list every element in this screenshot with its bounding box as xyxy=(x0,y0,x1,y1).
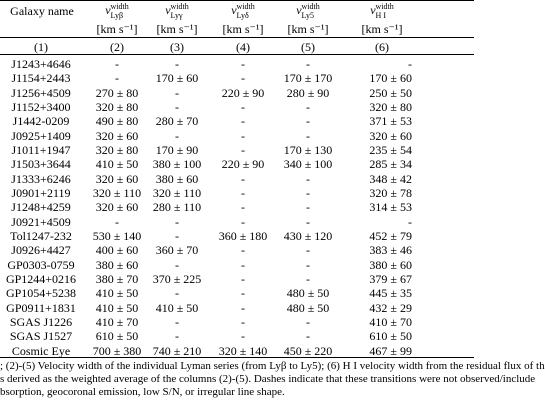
top-rule xyxy=(0,0,474,1)
galaxy-name: J0921+4509 xyxy=(11,214,71,229)
table-cell: 445 ± 35 xyxy=(369,286,412,301)
table-cell: - xyxy=(306,186,310,200)
header-symbol xyxy=(105,2,129,20)
table-cell: - xyxy=(306,200,310,215)
table-cell: - xyxy=(175,286,179,301)
symbol-v: v xyxy=(165,2,171,17)
table-cell: - xyxy=(175,314,179,329)
symbol-scripts xyxy=(171,2,189,20)
column-number: (3) xyxy=(170,40,184,54)
symbol-scripts xyxy=(111,2,129,20)
table-cell: 430 ± 120 xyxy=(283,229,333,243)
table-cell: 220 ± 90 xyxy=(221,85,265,100)
table-cell: 400 ± 60 xyxy=(95,243,139,258)
galaxy-name: J1243+4646 xyxy=(11,57,71,71)
table-cell: - xyxy=(408,57,412,71)
table-cell: - xyxy=(175,257,179,272)
symbol-superscript: width xyxy=(110,2,129,11)
table-cell: - xyxy=(241,186,245,200)
table-cell: 320 ± 60 xyxy=(95,200,139,215)
note-line: s derived as the weighted average of the columns (2)-(5). Dashes indicate that these transitions were not observed/include xyxy=(0,373,536,385)
table-cell: - xyxy=(241,314,245,329)
table-cell: 320 ± 60 xyxy=(95,128,139,143)
table-cell: 320 ± 140 xyxy=(218,343,268,358)
header-symbol xyxy=(296,2,320,20)
table-cell: 360 ± 70 xyxy=(155,243,199,258)
table-cell: 467 ± 99 xyxy=(369,343,412,358)
header-rule xyxy=(0,37,474,38)
table-cell: 410 ± 50 xyxy=(95,300,139,315)
table-cell: - xyxy=(241,200,245,215)
table-cell: 280 ± 110 xyxy=(152,200,202,215)
symbol-subscript: Lyδ xyxy=(236,11,249,20)
galaxy-name: J0925+1409 xyxy=(11,128,71,143)
table-cell: - xyxy=(241,257,245,272)
table-cell: - xyxy=(241,128,245,143)
table-cell: - xyxy=(241,100,245,114)
galaxy-name: J1256+4509 xyxy=(11,85,71,100)
header-symbol xyxy=(231,2,255,20)
table-cell: 610 ± 50 xyxy=(369,329,412,344)
table-cell: 410 ± 50 xyxy=(95,157,139,172)
table-cell: 379 ± 67 xyxy=(369,271,412,286)
table-cell: 314 ± 53 xyxy=(369,200,412,215)
header-symbol xyxy=(165,2,189,20)
symbol-subscript: Lyγ xyxy=(170,11,183,20)
header-unit: [km s⁻¹] xyxy=(156,22,198,36)
table-cell: 250 ± 50 xyxy=(369,85,412,100)
table-cell: 360 ± 180 xyxy=(218,229,268,243)
table-cell: - xyxy=(241,286,245,301)
symbol-scripts xyxy=(237,2,255,20)
table-cell: - xyxy=(306,314,310,329)
column-number: (6) xyxy=(375,40,389,54)
table-cell: 170 ± 90 xyxy=(155,143,199,157)
table-cell: 320 ± 110 xyxy=(152,186,202,200)
table-cell: - xyxy=(175,329,179,344)
table-cell: - xyxy=(115,214,119,229)
galaxy-name: J1154+2443 xyxy=(11,71,71,86)
table-cell: - xyxy=(408,214,412,229)
table-cell: - xyxy=(306,243,310,258)
table-cell: 320 ± 110 xyxy=(92,186,142,200)
table-cell: - xyxy=(175,57,179,71)
table-cell: - xyxy=(306,100,310,114)
galaxy-name: J1442-0209 xyxy=(12,114,70,129)
table-cell: 280 ± 70 xyxy=(155,114,199,129)
galaxy-name: GP1244+0216 xyxy=(5,271,77,286)
table-cell: - xyxy=(306,271,310,286)
galaxy-name: Cosmic Eye xyxy=(11,343,71,358)
table-cell: - xyxy=(241,143,245,157)
header-velocity-col xyxy=(268,2,348,35)
table-cell: - xyxy=(241,329,245,344)
table-cell: - xyxy=(306,214,310,229)
table-cell: - xyxy=(241,57,245,71)
symbol-subscript: Ly5 xyxy=(301,11,314,20)
table-cell: - xyxy=(241,214,245,229)
column-number: (4) xyxy=(236,40,250,54)
symbol-superscript: width xyxy=(236,2,255,11)
note-line: bsorption, geocoronal emission, low S/N, or irregular line shape. xyxy=(0,386,285,398)
table-cell: - xyxy=(175,100,179,114)
table-cell: 380 ± 60 xyxy=(95,257,139,272)
galaxy-name: J1248+4259 xyxy=(11,200,71,215)
table-cell: - xyxy=(306,114,310,129)
table-cell: 380 ± 60 xyxy=(369,257,412,272)
header-galaxy-name: Galaxy name xyxy=(10,4,74,18)
table-cell: 410 ± 70 xyxy=(95,314,139,329)
symbol-v: v xyxy=(296,2,302,17)
table-cell: 170 ± 170 xyxy=(283,71,333,86)
symbol-v: v xyxy=(370,2,376,17)
table-cell: - xyxy=(241,243,245,258)
galaxy-name: SGAS J1226 xyxy=(9,314,73,329)
table-cell: 170 ± 60 xyxy=(155,71,199,86)
table-cell: - xyxy=(175,214,179,229)
galaxy-name: J1333+6246 xyxy=(11,171,71,186)
table-cell: 220 ± 90 xyxy=(221,157,265,172)
galaxy-name: GP0303-0759 xyxy=(7,257,75,272)
galaxy-name: J1503+3644 xyxy=(11,157,71,172)
table-cell: - xyxy=(175,128,179,143)
table-cell: 320 ± 60 xyxy=(95,171,139,186)
column-number: (5) xyxy=(301,40,315,54)
table-cell: - xyxy=(175,229,179,243)
table-cell: 610 ± 50 xyxy=(95,329,139,344)
table-cell: 320 ± 78 xyxy=(369,186,412,200)
table-cell: - xyxy=(241,114,245,129)
table-cell: 480 ± 50 xyxy=(286,286,330,301)
table-cell: 383 ± 46 xyxy=(369,243,412,258)
table-cell: - xyxy=(306,57,310,71)
table-cell: 340 ± 100 xyxy=(283,157,333,172)
table-cell: 320 ± 60 xyxy=(369,128,412,143)
table-cell: 348 ± 42 xyxy=(369,171,412,186)
table-cell: - xyxy=(241,300,245,315)
header-velocity-col xyxy=(342,2,422,35)
symbol-scripts xyxy=(376,2,394,20)
table-cell: 410 ± 50 xyxy=(155,300,199,315)
symbol-v: v xyxy=(105,2,111,17)
table-cell: - xyxy=(241,271,245,286)
table-cell: 370 ± 225 xyxy=(152,271,202,286)
galaxy-name: J1152+3400 xyxy=(11,100,71,114)
galaxy-name: Tol1247-232 xyxy=(10,229,72,243)
galaxy-name: GP0911+1831 xyxy=(6,300,76,315)
note-line: ; (2)-(5) Velocity width of the individual Lyman series (from Lyβ to Ly5); (6) H I velocity width from the residual flux of th xyxy=(0,360,545,372)
symbol-superscript: width xyxy=(375,2,394,11)
table-cell: 490 ± 80 xyxy=(95,114,139,129)
header-unit: [km s⁻¹] xyxy=(361,22,403,36)
table-cell: 235 ± 54 xyxy=(369,143,412,157)
symbol-superscript: width xyxy=(170,2,189,11)
table-cell: 452 ± 79 xyxy=(369,229,412,243)
table-cell: - xyxy=(115,57,119,71)
table-cell: 380 ± 60 xyxy=(155,171,199,186)
table-cell: 530 ± 140 xyxy=(92,229,142,243)
table-cell: 410 ± 70 xyxy=(369,314,412,329)
galaxy-name: J0926+4427 xyxy=(11,243,71,258)
table-notes xyxy=(0,360,545,399)
table-cell: - xyxy=(175,85,179,100)
table-cell: 740 ± 210 xyxy=(152,343,202,358)
table-cell: - xyxy=(241,71,245,86)
table-cell: 371 ± 53 xyxy=(369,114,412,129)
table-cell: 280 ± 90 xyxy=(286,85,330,100)
symbol-subscript: H I xyxy=(375,11,386,20)
symbol-scripts xyxy=(302,2,320,20)
table-cell: - xyxy=(306,128,310,143)
galaxy-name: SGAS J1527 xyxy=(9,329,73,344)
table-cell: 480 ± 50 xyxy=(286,300,330,315)
header-symbol xyxy=(370,2,394,20)
table-cell: 320 ± 80 xyxy=(95,143,139,157)
symbol-superscript: width xyxy=(301,2,320,11)
table-cell: 285 ± 34 xyxy=(369,157,412,172)
header-unit: [km s⁻¹] xyxy=(96,22,138,36)
table-cell: 320 ± 80 xyxy=(95,100,139,114)
table-cell: - xyxy=(241,171,245,186)
table-cell: 380 ± 70 xyxy=(95,271,139,286)
table-cell: - xyxy=(115,71,119,86)
symbol-v: v xyxy=(231,2,237,17)
galaxy-name: J0901+2119 xyxy=(11,186,71,200)
symbol-subscript: Lyβ xyxy=(110,11,124,20)
table-cell: 700 ± 380 xyxy=(92,343,142,358)
header-unit: [km s⁻¹] xyxy=(287,22,329,36)
table-cell: - xyxy=(306,329,310,344)
header-unit: [km s⁻¹] xyxy=(222,22,264,36)
galaxy-name: J1011+1947 xyxy=(11,143,71,157)
table-cell: 410 ± 50 xyxy=(95,286,139,301)
table-cell: 380 ± 100 xyxy=(152,157,202,172)
table-cell: 450 ± 220 xyxy=(283,343,333,358)
column-number: (2) xyxy=(110,40,124,54)
table-cell: 170 ± 60 xyxy=(369,71,412,86)
table-cell: - xyxy=(306,257,310,272)
table-cell: 432 ± 29 xyxy=(369,300,412,315)
table-cell: 320 ± 80 xyxy=(369,100,412,114)
galaxy-name: GP1054+5238 xyxy=(5,286,77,301)
table-cell: - xyxy=(306,171,310,186)
table-cell: 170 ± 130 xyxy=(283,143,333,157)
column-number: (1) xyxy=(34,40,48,54)
table-cell: 270 ± 80 xyxy=(95,85,139,100)
